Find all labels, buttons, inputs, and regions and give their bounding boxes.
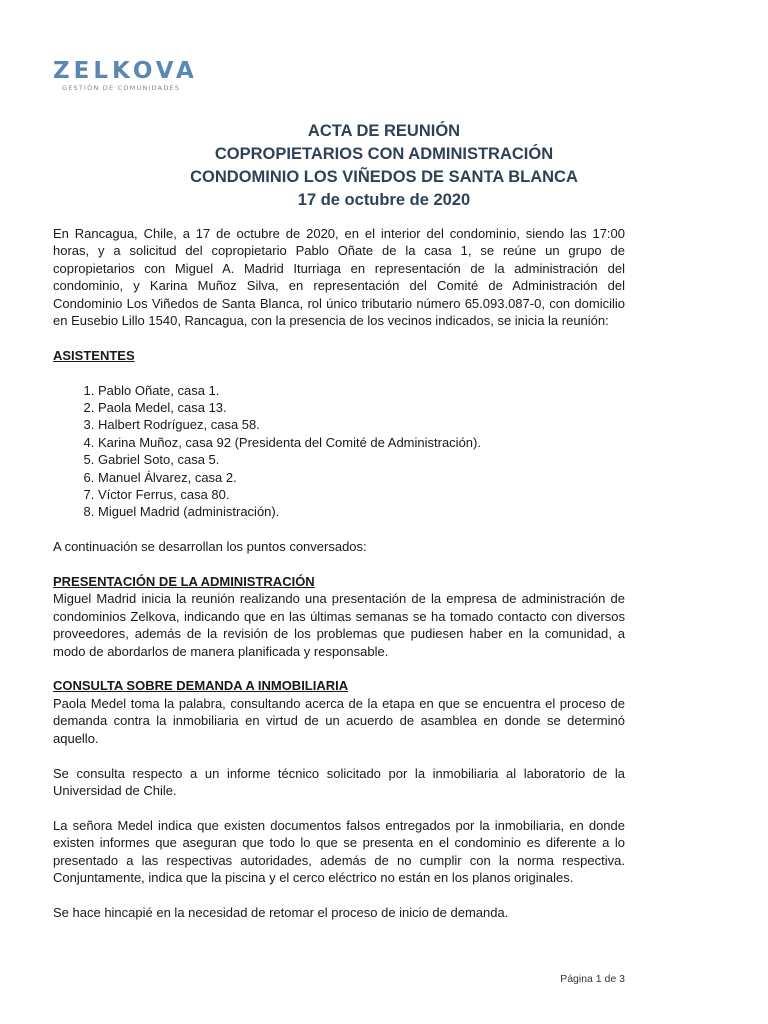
title-line-3: CONDOMINIO LOS VIÑEDOS DE SANTA BLANCA [190, 168, 578, 186]
document-body [53, 225, 625, 921]
intro-paragraph: En Rancagua, Chile, a 17 de octubre de 2020, en el interior del condominio, siendo las 17:00 horas, y a solicitud del copropietario Pablo Oñate de la casa 1, se reúne un grupo de copropietarios con Miguel A. Madrid Iturriaga en representación de la administración del condominio, y Karina Muñoz Silva, en representación del Comité de Administración del Condominio Los Viñedos de Santa Blanca, rol único tributario número 65.093.087-0, con domicilio en Eusebio Lillo 1540, Rancagua, con la presencia de los vecinos indicados, se inicia la reunión: [53, 226, 625, 329]
spacer [53, 886, 625, 903]
list-item: 7. Víctor Ferrus, casa 80. [98, 486, 625, 503]
section-heading-lawsuit: CONSULTA SOBRE DEMANDA A INMOBILIARIA [53, 678, 349, 694]
list-item: 4. Karina Muñoz, casa 92 (Presidenta del Comité de Administración). [98, 434, 625, 451]
attendees-heading: ASISTENTES [53, 347, 135, 363]
list-item: 5. Gabriel Soto, casa 5. [98, 451, 625, 468]
list-item: 8. Miguel Madrid (administración). [98, 503, 625, 520]
document-title [0, 120, 768, 212]
lawsuit-paragraph-4: Se hace hincapié en la necesidad de retomar el proceso de inicio de demanda. [53, 904, 509, 920]
spacer [53, 329, 625, 346]
company-logo [53, 58, 198, 92]
attendees-list [53, 382, 625, 521]
list-item: 6. Manuel Álvarez, casa 2. [98, 469, 625, 486]
lawsuit-paragraph-3: La señora Medel indica que existen documentos falsos entregados por la inmobiliaria, en donde existen informes que aseguran que todo lo que se presenta en el condominio es diferente a lo presentado a las respectivas autoridades, además de no cumplir con la norma respectiva. Conjuntamente, indica que la piscina y el cerco eléctrico no están en los planos originales. [53, 817, 625, 885]
spacer [53, 521, 625, 538]
list-item: 1. Pablo Oñate, casa 1. [98, 382, 625, 399]
title-line-2: COPROPIETARIOS CON ADMINISTRACIÓN [214, 145, 554, 163]
lawsuit-paragraph-2: Se consulta respecto a un informe técnico solicitado por la inmobiliaria al laboratorio de la Universidad de Chile. [53, 765, 625, 798]
spacer [53, 799, 625, 816]
spacer [53, 660, 625, 677]
title-date: 17 de octubre de 2020 [297, 191, 471, 209]
section-heading-administration: PRESENTACIÓN DE LA ADMINISTRACIÓN [53, 574, 315, 590]
administration-paragraph: Miguel Madrid inicia la reunión realizando una presentación de la empresa de administración de condominios Zelkova, indicando que en las últimas semanas se ha tomado contacto con diversos proveedores, además de la revisión de los problemas que pudiesen haber en la comunidad, a modo de abordarlos de manera planificada y responsable. [53, 591, 625, 659]
logo-subtitle: GESTIÓN DE COMUNIDADES [62, 84, 181, 92]
title-line-1: ACTA DE REUNIÓN [307, 122, 461, 140]
list-item: 2. Paola Medel, casa 13. [98, 399, 625, 416]
continuation-paragraph: A continuación se desarrollan los puntos conversados: [53, 539, 367, 555]
spacer [53, 556, 625, 573]
page-number: Página 1 de 3 [560, 973, 625, 985]
lawsuit-paragraph-1: Paola Medel toma la palabra, consultando acerca de la etapa en que se encuentra el proceso de demanda contra la inmobiliaria en virtud de un acuerdo de asamblea en donde se determinó aquello. [53, 695, 625, 746]
spacer [53, 364, 625, 381]
list-item: 3. Halbert Rodríguez, casa 58. [98, 416, 625, 433]
spacer [53, 747, 625, 764]
logo-name: ZELKOVA [53, 58, 198, 84]
